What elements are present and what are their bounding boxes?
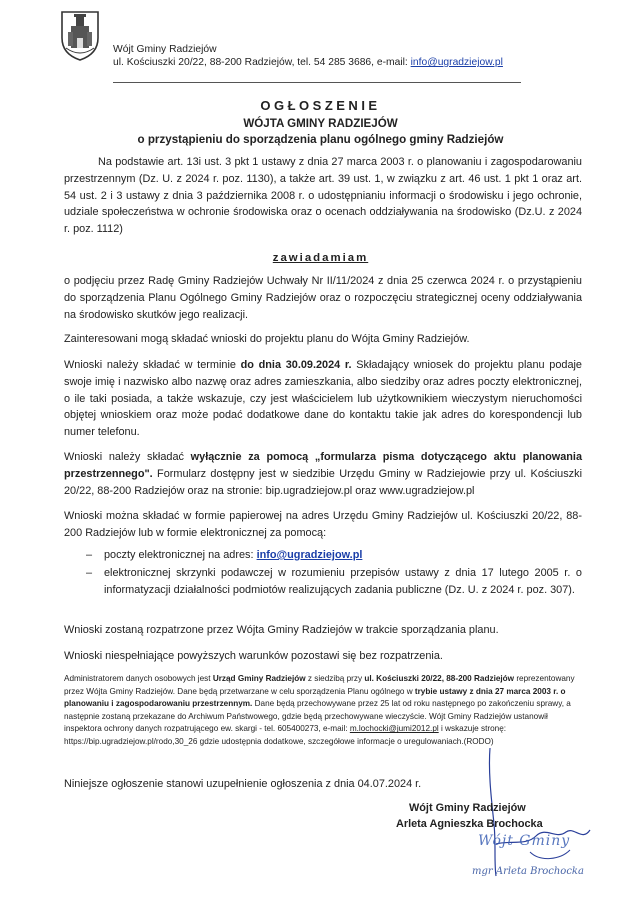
header-address [113, 57, 503, 68]
header-address-text: ul. Kościuszki 20/22, 88-200 Radziejów, tel. 54 285 3686, e-mail: [113, 57, 411, 68]
list-item [64, 565, 582, 599]
rodo-address: ul. Kościuszki 20/22, 88-200 Radziejów [364, 674, 515, 683]
resolution-paragraph: o podjęciu przez Radę Gminy Radziejów Uchwały Nr II/11/2024 z dnia 25 czerwca 2024 r. o przystąpieniu do sporządzenia Planu Ogólnego Gminy Radziejów oraz o rozpoczęciu strategicznej oceny oddziaływania na środowisko skutków jego realizacji. [64, 275, 582, 321]
header-office-name: Wójt Gminy Radziejów [113, 44, 217, 55]
stamp-name: mgr Arleta Brochocka [472, 866, 584, 877]
rodo-text: Administratorem danych osobowych jest [64, 674, 213, 683]
dash-bullet: – [86, 566, 93, 579]
review-paragraph: Wnioski zostaną rozpatrzone przez Wójta Gminy Radziejów w trakcie sporządzania planu. [64, 624, 499, 636]
rodo-admin: Urząd Gminy Radziejów [212, 674, 306, 683]
rodo-iod-email-link[interactable]: m.lochocki@jumi2012.pl [349, 724, 439, 734]
deadline-date: do dnia 30.09.2024 r. [240, 359, 352, 371]
form-text-c: Formularz dostępny jest w siedzibie Urzędu Gminy w Radziejowie przy ul. Kościuszki 20/22, 88-200 Radziejów oraz na stronie: bip.ugradziejow.pl oraz www.ugradziejow.pl [64, 467, 582, 497]
signature-name: Arleta Agnieszka Brochocka [396, 818, 543, 830]
rodo-text: i wskazuje stronę: https://bip.ugradziejow.pl/rodo,30_26 gdzie udostępnia dodatkowe, szczegółowe informacje o uregulowaniach.(RODO) [64, 724, 507, 746]
deadline-text-c: Składający wniosek do projektu planu podaje swoje imię i nazwisko albo nazwę oraz adres zamieszkania, albo siedziby oraz adres poczty elektronicznej, o ile taki posiada, a także wskazuje, czy jest właścicielem lub użytkownikiem wieczystym nieruchomości objętej wnioskiem oraz może podać dodatkowe dane do kontaktu takie jak adres do korespondencji lub numer telefonu. [64, 359, 582, 439]
list-item-email-text: poczty elektronicznej na adres: [104, 549, 257, 561]
notice-heading: zawiadamiam [272, 252, 369, 264]
deadline-paragraph [64, 357, 582, 441]
handwritten-signature [470, 744, 600, 884]
list-item [64, 547, 582, 564]
form-name: wyłącznie za pomocą „formularza pisma dotyczącego aktu planowania przestrzennego". [64, 451, 583, 480]
intro-paragraph: Na podstawie art. 13i ust. 3 pkt 1 ustawy z dnia 27 marca 2003 r. o planowaniu i zagospodarowaniu przestrzennym (Dz. U. z 2024 r. poz. 1130), a także art. 39 ust. 1, w związku z art. 46 ust. 1 pkt 1 oraz art. 54 ust. 2 i 3 ustawy z dnia 3 października 2008 r. o udostępnianiu informacji o środowisku i jego ochronie, udziale społeczeństwa w ochronie środowiska oraz o ocenach oddziaływania na środowisko (Dz.U. z 2024 r. poz. 1112) [64, 156, 582, 236]
submission-methods-paragraph: Wnioski można składać w formie papierowej na adres Urzędu Gminy Radziejów ul. Kościuszki 20/22, 88-200 Radziejów lub w formie elektronicznej za pomocą: [64, 510, 582, 539]
document-topic: o przystąpieniu do sporządzenia planu ogólnego gminy Radziejów [137, 133, 504, 146]
form-text-a: Wnioski należy składać [64, 451, 191, 463]
applications-info-paragraph: Zainteresowani mogą składać wnioski do projektu planu do Wójta Gminy Radziejów. [64, 333, 470, 345]
rodo-clause [64, 673, 582, 749]
stamp-title: Wójt Gminy [478, 833, 571, 849]
rodo-legal-basis: trybie ustawy z dnia 27 marca 2003 r. o planowaniu i zagospodarowaniu przestrzennym. [64, 686, 566, 709]
rodo-text: reprezentowany przez Wójta Gminy Radziejów. Dane będą przetwarzane w celu sporządzenia Planu ogólnego w [64, 674, 575, 696]
submission-methods-list [64, 547, 582, 599]
dash-bullet: – [86, 549, 93, 561]
document-subtitle: WÓJTA GMINY RADZIEJÓW [243, 117, 398, 130]
list-item-epuap-text: elektronicznej skrzynki podawczej w rozumieniu przepisów ustawy z dnia 17 lutego 2005 r. o informatyzacji działalności podmiotów realizujących zadania publiczne (Dz. U. z 2024 r. poz. 307). [104, 566, 582, 596]
header-divider [113, 82, 521, 83]
document-title: OGŁOSZENIE [260, 98, 381, 113]
coat-of-arms-icon [60, 8, 100, 62]
header-email-link[interactable]: info@ugradziejow.pl [410, 57, 503, 68]
deadline-text-a: Wnioski należy składać w terminie [64, 359, 241, 371]
form-paragraph [64, 449, 582, 499]
supplement-paragraph: Niniejsze ogłoszenie stanowi uzupełnienie ogłoszenia z dnia 04.07.2024 r. [64, 778, 422, 790]
signature-title: Wójt Gminy Radziejów [409, 802, 526, 814]
rodo-text: Dane będą przechowywane przez 25 lat od roku następnego po zakończeniu sprawy, a następnie zostaną przekazane do Archiwum Państwowego, gdzie będą przechowywane wieczyście. Wójt Gminy Radziejów ustanowił inspektora ochrony danych rozpatrującego ew. skargi - tel. 605400273, e-mail: [64, 699, 571, 734]
rodo-text: z siedzibą przy [305, 674, 365, 683]
rejection-paragraph: Wnioski niespełniające powyższych warunków pozostawi się bez rozpatrzenia. [64, 650, 443, 662]
list-email-link[interactable]: info@ugradziejow.pl [256, 549, 363, 561]
